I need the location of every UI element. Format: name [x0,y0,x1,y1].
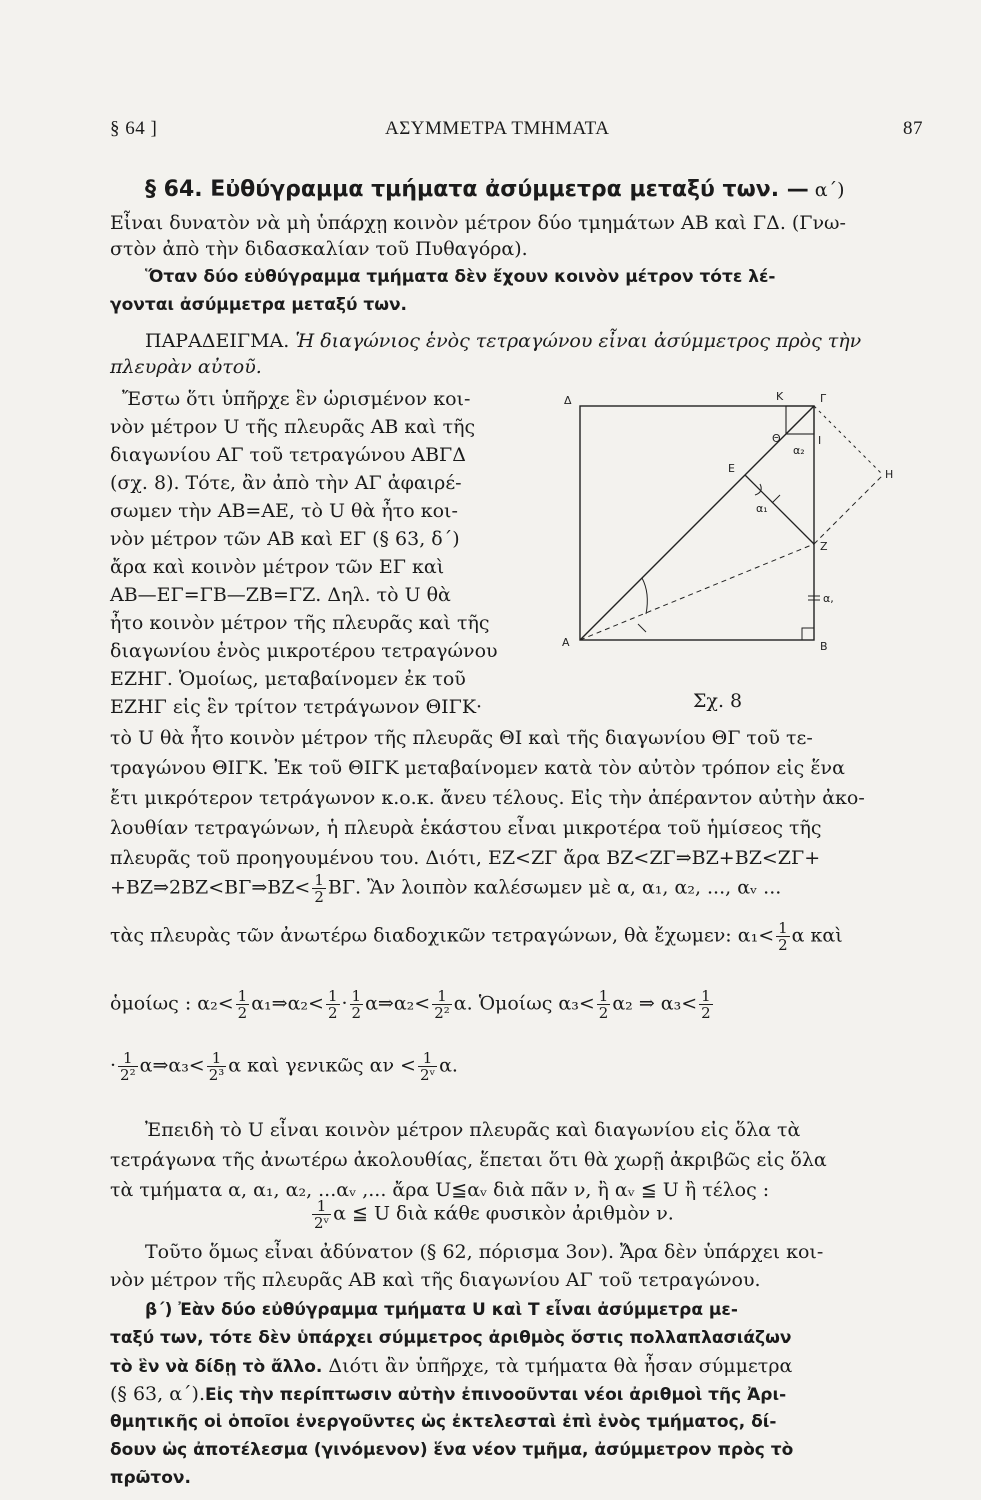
example-statement: Ἡ διαγώνιος ἑνὸς τετραγώνου εἶναι ἀσύμμετρος πρὸς τὴν [295,330,862,352]
label-alpha: α, [823,592,834,605]
tick-mark [772,495,780,503]
header-section-ref: § 64 ] [110,118,158,139]
proof-line: ἔτι μικρότερον τετράγωνον κ.ο.κ. ἄνευ τέλους. Εἰς τὴν ἀπέραντον αὐτὴν ἀκο- [110,787,865,809]
conclusion-line: νὸν μέτρον τῆς πλευρᾶς ΑΒ καὶ τῆς διαγωνίου ΑΓ τοῦ τετραγώνου. [110,1269,761,1291]
proof-line: ΕΖΗΓ. Ὁμοίως, μεταβαίνομεν ἐκ τοῦ [110,668,466,690]
math-text: α. Ὁμοίως α₃< [453,992,595,1015]
figure-caption: Σχ. 8 [693,690,743,712]
proof-line: τραγώνου ΘΙΓΚ. Ἐκ τοῦ ΘΙΓΚ μεταβαίνομεν κατὰ τὸν αὐτὸν τρόπον εἰς ἕνα [110,757,845,779]
math-line-3 [110,988,715,1021]
diagonal-thg [786,406,814,434]
angle-arc [642,578,647,614]
math-text: · [341,992,348,1015]
proof-line: διαγωνίου ΑΓ τοῦ τετραγώνου ΑΒΓΔ [110,444,466,466]
label-beta: Β [820,640,828,653]
math-text: ΒΓ. Ἂν λοιπὸν καλέσωμεν μὲ α, α₁, α₂, ..., αᵥ ... [327,876,782,899]
example-label: ΠΑΡΑΔΕΙΓΜΑ. [145,330,290,352]
proof-line: ἄρα καὶ κοινὸν μέτρον τῶν ΕΓ καὶ [110,556,445,578]
fraction-one-over-2cube: $\frac{1}{\text{2³}}$ [208,1049,225,1084]
paragraph-line: στὸν ἀπὸ τὴν διδασκαλίαν τοῦ Πυθαγόρα). [110,238,528,260]
math-text: +ΒΖ⇒2ΒΖ<ΒΓ⇒ΒΖ< [110,876,311,899]
fraction-one-over-2sq: $\frac{1}{\text{2²}}$ [120,1049,136,1084]
label-gamma: Γ [820,392,827,405]
part-b-line: ταξύ των, τότε δὲν ὑπάρχει σύμμετρος ἀριθμὸς ὅστις πολλαπλασιάζων [110,1328,792,1348]
proof-line: σωμεν τὴν ΑΒ=ΑΕ, τὸ U θὰ ἦτο κοι- [110,500,458,522]
math-text: α ≦ U διὰ κάθε φυσικὸν ἀριθμὸν ν. [333,1202,674,1225]
math-text: α⇒α₂< [365,992,431,1015]
part-a-marker: α΄) [814,179,845,201]
math-text: α. [439,1054,458,1077]
part-b-line: θμητικῆς οἱ ὁποῖοι ἐνεργοῦντες ὡς ἐκτελεσταὶ ἐπὶ ἑνὸς τμήματος, δί- [110,1412,777,1432]
fraction-one-half: $\frac{1}{2}$ [351,987,362,1022]
proof-line: λουθίαν τετραγώνων, ἡ πλευρὰ ἑκάστου εἶναι μικροτέρα τοῦ ἡμίσεος τῆς [110,817,822,839]
proof-line: ΑΒ—ΕΓ=ΓΒ—ΖΒ=ΓΖ. Δηλ. τὸ U θὰ [110,584,451,606]
conclusion-line: τὰ τμήματα α, α₁, α₂, ...αᵥ ,... ἄρα U≦αᵥ διὰ πᾶν ν, ἢ αᵥ ≦ U ἢ τέλος : [110,1179,770,1201]
math-line-1 [110,872,781,905]
label-eta: Η [885,468,894,481]
example-statement-cont: πλευρὰν αὐτοῦ. [110,356,262,378]
figure-8 [550,388,910,718]
conclusion-line: Ἐπειδὴ τὸ U εἶναι κοινὸν μέτρον πλευρᾶς καὶ διαγωνίου εἰς ὅλα τὰ [145,1119,801,1141]
paragraph-line: Εἶναι δυνατὸν νὰ μὴ ὑπάρχῃ κοινὸν μέτρον δύο τμημάτων ΑΒ καὶ ΓΔ. (Γνω- [110,212,846,234]
proof-line: τὸ U θὰ ἦτο κοινὸν μέτρον τῆς πλευρᾶς ΘΙ καὶ τῆς διαγωνίου ΘΓ τοῦ τε- [110,727,813,749]
label-theta: Θ [772,432,781,445]
math-text: τὰς πλευρὰς τῶν ἀνωτέρω διαδοχικῶν τετραγώνων, θὰ ἔχωμεν: α₁< [110,924,775,947]
math-text: · [110,1054,117,1077]
fraction-one-half: $\frac{1}{2}$ [237,987,248,1022]
right-angle-b [802,628,814,640]
label-alpha1: α₁ [756,502,768,515]
definition-line: Ὅταν δύο εὐθύγραμμα τμήματα δὲν ἔχουν κοινὸν μέτρον τότε λέ- [145,267,776,287]
label-epsilon: Ε [728,462,735,475]
fraction-one-half: $\frac{1}{2}$ [701,987,711,1022]
math-text: ὁμοίως : α₂< [110,992,234,1015]
conclusion-line: τετράγωνα τῆς ἀνωτέρω ἀκολουθίας, ἕπεται ὅτι θὰ χωρῇ ἀκριβῶς εἰς ὅλα [110,1149,827,1171]
segment-gh [814,406,883,475]
math-text: α καὶ [791,924,843,947]
proof-line: ΕΖΗΓ εἰς ἓν τρίτον τετράγωνον ΘΙΓΚ· [110,696,483,718]
part-b-line [110,1382,786,1407]
label-delta: Δ [564,394,572,407]
proof-line: διαγωνίου ἑνὸς μικροτέρου τετραγώνου [110,640,498,662]
conclusion-inequality [310,1198,674,1231]
definition-line: γονται ἀσύμμετρα μεταξύ των. [110,295,408,315]
label-alpha-point: Α [562,636,570,649]
proof-line: πλευρᾶς τοῦ προηγουμένου του. Διότι, ΕΖ<ΖΓ ἄρα ΒΖ<ΖΓ⇒ΒΖ+ΒΖ<ΖΓ+ [110,847,821,869]
part-b-bold: Εἰς τὴν περίπτωσιν αὐτὴν ἐπινοοῦνται νέοι ἀριθμοὶ τῆς Ἀρι- [205,1385,787,1405]
proof-line: νὸν μέτρον U τῆς πλευρᾶς ΑΒ καὶ τῆς [110,416,476,438]
label-iota: Ι [818,434,822,447]
label-alpha2: α₂ [793,444,805,457]
fraction-one-half: $\frac{1}{2}$ [778,919,788,954]
fraction-one-half: $\frac{1}{2}$ [314,871,324,906]
fraction-one-over-2nu: $\frac{1}{\text{2ᵛ}}$ [419,1049,436,1084]
math-text: α⇒α₃< [139,1054,205,1077]
proof-line: Ἔστω ὅτι ὑπῆρχε ἓν ὡρισμένον κοι- [122,388,471,410]
part-b-line: β΄) Ἐὰν δύο εὐθύγραμμα τμήματα U καὶ Τ εἶναι ἀσύμμετρα με- [145,1300,738,1320]
segment-az [580,544,814,640]
math-text: α₂ ⇒ α₃< [612,992,698,1015]
proof-line: ἦτο κοινὸν μέτρον τῆς πλευρᾶς καὶ τῆς [110,612,490,634]
part-b-text: (§ 63, α΄). [110,1383,205,1405]
segment-zh [814,475,883,544]
label-zeta: Ζ [820,540,828,553]
math-text: α καὶ γενικῶς αν < [228,1054,416,1077]
math-text: α₁⇒α₂< [251,992,324,1015]
section-heading [145,178,845,202]
part-b-bold: τὸ ἓν νὰ δίδῃ τὸ ἄλλο. [110,1357,323,1377]
proof-line: (σχ. 8). Τότε, ἂν ἀπὸ τὴν ΑΓ ἀφαιρέ- [110,472,462,494]
page-number: 87 [903,118,923,139]
fraction-one-half: $\frac{1}{2}$ [598,987,609,1022]
running-title: ΑΣΥΜΜΕΤΡΑ ΤΜΗΜΑΤΑ [385,118,610,139]
angle-mark [638,624,646,632]
fraction-one-over-2nu: $\frac{1}{\text{2ᵛ}}$ [314,1197,330,1232]
fraction-one-half: $\frac{1}{2}$ [327,987,338,1022]
label-kappa: Κ [776,390,784,403]
conclusion-line: Τοῦτο ὅμως εἶναι ἀδύνατον (§ 62, πόρισμα 3ον). Ἄρα δὲν ὑπάρχει κοι- [145,1241,824,1263]
proof-line: νὸν μέτρον τῶν ΑΒ καὶ ΕΓ (§ 63, δ΄) [110,528,460,550]
part-b-line: πρῶτον. [110,1468,191,1488]
part-b-text: Διότι ἂν ὑπῆρχε, τὰ τμήματα θὰ ἦσαν σύμμετρα [328,1355,793,1377]
fraction-one-over-2sq: $\frac{1}{\text{2²}}$ [434,987,450,1022]
math-line-4 [110,1050,458,1083]
math-line-2 [110,920,843,953]
section-title: § 64. Εὐθύγραμμα τμήματα ἀσύμμετρα μεταξύ των. — [145,177,809,202]
square-diagram [550,388,910,718]
part-b-line [110,1354,792,1379]
part-b-line: δουν ὡς ἀποτέλεσμα (γινόμενον) ἕνα νέον τμῆμα, ἀσύμμετρον πρὸς τὸ [110,1440,794,1460]
example-line [145,329,861,353]
